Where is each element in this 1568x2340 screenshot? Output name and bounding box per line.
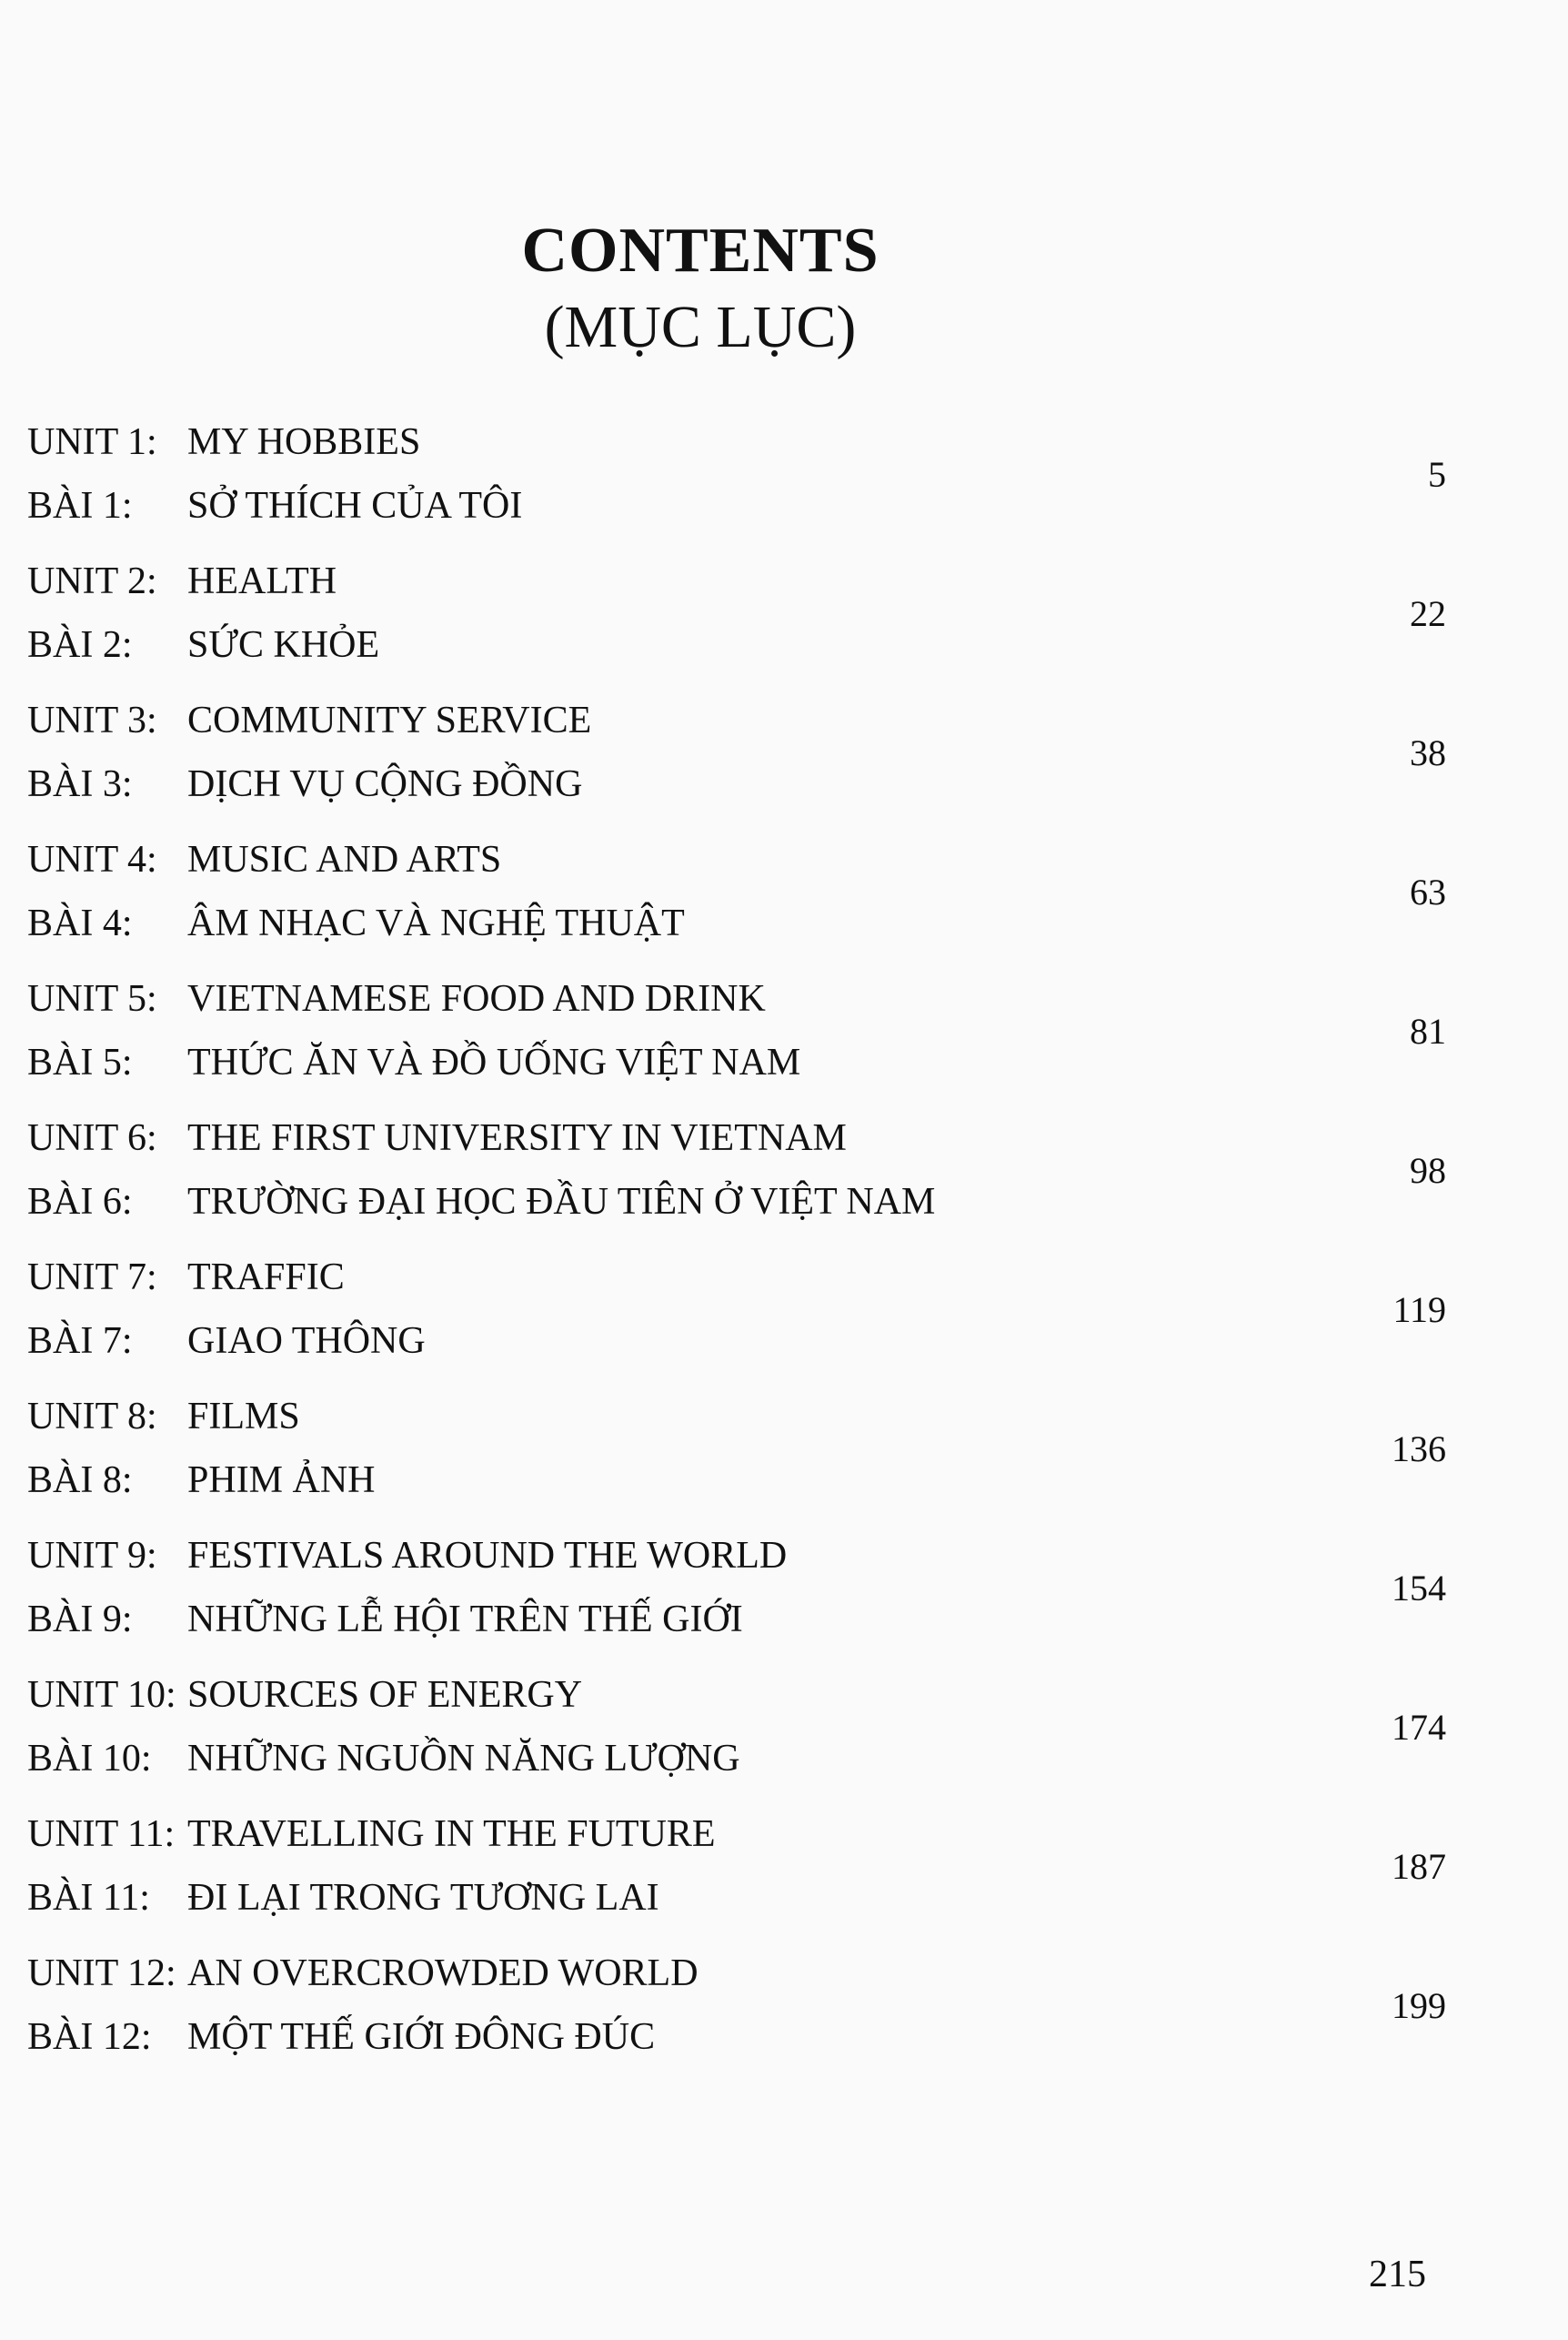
bai-label: BÀI 12:: [27, 2016, 152, 2058]
page-number: 38: [1410, 732, 1446, 773]
unit-title-english: HEALTH: [187, 560, 337, 602]
unit-label: UNIT 2:: [27, 560, 157, 602]
page-number: 22: [1410, 593, 1446, 634]
toc-entry: [27, 1952, 1446, 2070]
unit-label: UNIT 12:: [27, 1952, 176, 1994]
unit-title-vietnamese: THỨC ĂN VÀ ĐỒ UỐNG VIỆT NAM: [187, 1042, 801, 1084]
page-number: 154: [1392, 1568, 1446, 1609]
unit-title-english: COMMUNITY SERVICE: [187, 700, 592, 741]
folio-page-number: 215: [1369, 2254, 1426, 2295]
bai-label: BÀI 2:: [27, 624, 133, 666]
unit-title-vietnamese: ÂM NHẠC VÀ NGHỆ THUẬT: [187, 903, 685, 944]
page-number: 187: [1392, 1846, 1446, 1887]
bai-label: BÀI 11:: [27, 1877, 150, 1919]
unit-label: UNIT 10:: [27, 1674, 176, 1716]
unit-title-english: VIETNAMESE FOOD AND DRINK: [187, 978, 766, 1020]
unit-title-vietnamese: ĐI LẠI TRONG TƯƠNG LAI: [187, 1877, 659, 1919]
unit-title-vietnamese: NHỮNG LỄ HỘI TRÊN THẾ GIỚI: [187, 1599, 743, 1640]
toc-entry: [27, 699, 1446, 817]
page-number: 98: [1410, 1150, 1446, 1191]
unit-title-english: FILMS: [187, 1396, 300, 1437]
bai-label: BÀI 8:: [27, 1459, 133, 1501]
page-number: 136: [1392, 1428, 1446, 1469]
toc-entry: [27, 1395, 1446, 1513]
page-subtitle: (MỤC LỤC): [544, 294, 857, 360]
unit-title-english: TRAFFIC: [187, 1256, 345, 1298]
page-number: 199: [1392, 1985, 1446, 2026]
unit-label: UNIT 3:: [27, 700, 157, 741]
unit-label: UNIT 11:: [27, 1813, 176, 1855]
toc-entry: [27, 1812, 1446, 1931]
unit-title-vietnamese: GIAO THÔNG: [187, 1320, 426, 1362]
unit-title-english: SOURCES OF ENERGY: [187, 1674, 583, 1716]
bai-label: BÀI 6:: [27, 1181, 133, 1223]
toc-entry: [27, 1673, 1446, 1791]
bai-label: BÀI 7:: [27, 1320, 133, 1362]
unit-title-vietnamese: PHIM ẢNH: [187, 1459, 376, 1501]
unit-title-english: FESTIVALS AROUND THE WORLD: [187, 1535, 788, 1577]
unit-title-vietnamese: NHỮNG NGUỒN NĂNG LƯỢNG: [187, 1738, 740, 1780]
toc-entry: [27, 838, 1446, 956]
unit-title-english: AN OVERCROWDED WORLD: [187, 1952, 699, 1994]
toc-entry: [27, 1534, 1446, 1652]
bai-label: BÀI 3:: [27, 763, 133, 805]
page-number: 63: [1410, 872, 1446, 913]
bai-label: BÀI 5:: [27, 1042, 133, 1084]
page-number: 81: [1410, 1011, 1446, 1052]
bai-label: BÀI 1:: [27, 485, 133, 527]
unit-title-vietnamese: SỨC KHỎE: [187, 624, 380, 666]
unit-title-vietnamese: MỘT THẾ GIỚI ĐÔNG ĐÚC: [187, 2016, 656, 2058]
unit-label: UNIT 7:: [27, 1256, 157, 1298]
page-title: CONTENTS: [521, 216, 879, 286]
page-number: 119: [1392, 1289, 1446, 1330]
bai-label: BÀI 9:: [27, 1599, 133, 1640]
unit-title-vietnamese: TRƯỜNG ĐẠI HỌC ĐẦU TIÊN Ở VIỆT NAM: [187, 1181, 936, 1223]
unit-title-english: THE FIRST UNIVERSITY IN VIETNAM: [187, 1117, 847, 1159]
unit-label: UNIT 5:: [27, 978, 157, 1020]
toc-entry: [27, 1256, 1446, 1374]
toc-entry: [27, 1116, 1446, 1235]
unit-label: UNIT 9:: [27, 1535, 157, 1577]
toc-entry: [27, 560, 1446, 678]
unit-title-vietnamese: SỞ THÍCH CỦA TÔI: [187, 485, 523, 527]
unit-title-english: TRAVELLING IN THE FUTURE: [187, 1813, 716, 1855]
unit-title-vietnamese: DỊCH VỤ CỘNG ĐỒNG: [187, 763, 583, 805]
unit-label: UNIT 1:: [27, 421, 157, 463]
unit-title-english: MUSIC AND ARTS: [187, 839, 502, 881]
unit-label: UNIT 8:: [27, 1396, 157, 1437]
unit-label: UNIT 4:: [27, 839, 157, 881]
toc-entry: [27, 420, 1446, 539]
toc-entry: [27, 977, 1446, 1095]
bai-label: BÀI 4:: [27, 903, 133, 944]
page-number: 5: [1428, 454, 1446, 495]
page-number: 174: [1392, 1707, 1446, 1748]
unit-label: UNIT 6:: [27, 1117, 157, 1159]
bai-label: BÀI 10:: [27, 1738, 152, 1780]
unit-title-english: MY HOBBIES: [187, 421, 421, 463]
